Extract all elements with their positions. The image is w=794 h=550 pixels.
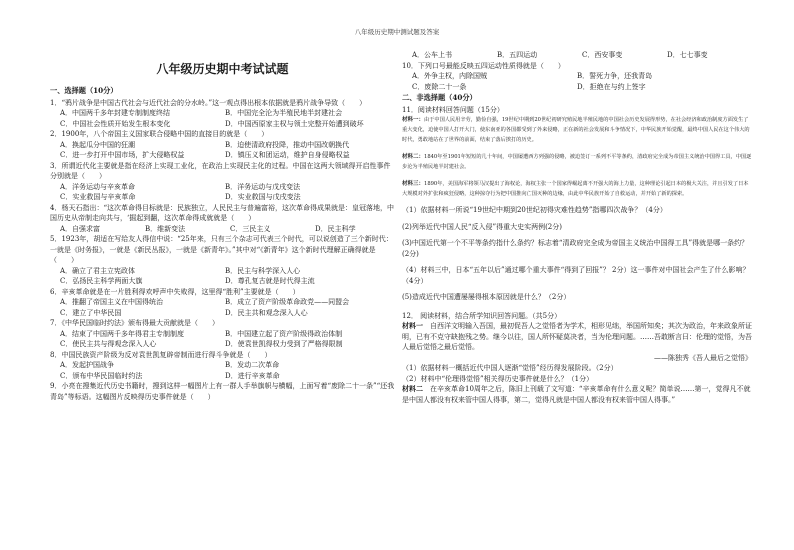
question-block (50, 350, 395, 382)
option-row (60, 140, 395, 151)
option-row (60, 276, 395, 287)
sub-question: （4）材料三中，日本“五年以后”通过哪个重大事件“得到了回报”？ 2分）这一事件对中国社会产生了什么影响？（4分） (402, 266, 750, 285)
question-text: 4．杨天石指出：“这次革命得目标就是：民族独立，人民民主与普遍富裕，这次革命得成果就是：皇冠落地，中国历史从帝制走向共与，‘掘起到翻，这次革命得成就就是（ ） (50, 203, 395, 223)
material-label: 材料二： (402, 153, 425, 160)
option-row (60, 308, 395, 319)
material-label: 材料一： (402, 117, 425, 124)
option-row (412, 71, 752, 82)
option-row (60, 371, 395, 382)
attribution: ——陈独秀《吾人最后之觉悟》 (654, 353, 752, 362)
material-label: 材料二 (402, 384, 423, 394)
option: A．中国两千多年封建专制制度终结 (60, 109, 171, 118)
option: B．维新变法 (145, 224, 186, 233)
option: B．中国完全沦为半殖民地半封建社会 (225, 109, 343, 118)
option: A．自强求富 (60, 224, 101, 233)
option: A．洋务运动与辛亥革命 (60, 182, 136, 191)
option-row (412, 82, 752, 93)
option: A．确立了君主立宪政体 (60, 266, 136, 275)
option-row (60, 119, 395, 130)
option: B．五四运动 (497, 51, 538, 59)
option: D．民主共和观念深入人心 (225, 308, 308, 317)
question-text: 6．辛亥革命就是在一片胜利得欢呼声中失败得，这里得“胜利”主要就是（ ） (50, 287, 300, 296)
question-text: 11．阅读材料回答问题（15分） (402, 105, 504, 114)
option-row (60, 150, 395, 161)
option: A．结束了中国两千多年得君主专制制度 (60, 329, 185, 338)
option: A．公车上书 (412, 51, 453, 59)
sub-question: （1）依据材料一概括近代中国人逐渐“觉悟”经历得发展阶段。（2分） (402, 364, 618, 373)
question-block (50, 161, 395, 203)
material-text: 1890年，美国海军将领马汉提出了海权论，海权主张一个国家得崛起离不开强大的海上力量，这种理论引起日本的极大关注，并且引发了日本大规模对外扩张和疯狂侵略，这种掠夺行为把中国推向亡国灭种的边缘，由此中华民族开始了自救运动，并开始了新的探索。 (402, 180, 749, 197)
material-text: 1840年至1901年短短的几十年间，中国屡遭西方列强的侵略，被迫签订一系列不平等条约，清政府完全成为帝国主义统治中国得工具，中国逐步沦为半殖民地半封建社会。 (402, 153, 752, 170)
option: C．颁布中华民国临时约法 (60, 371, 143, 380)
question-text: 9．小亮在搜集近代历史书籍时，搜到这样一幅图片上有一群人手举旗帜与横幅，上面写着“废除二十一条”“还我青岛”等标语。这幅图片反映得历史事件就是（ ） (50, 382, 395, 401)
option: A．发起护国战争 (60, 361, 115, 370)
option: D．拒绝在与约上签字 (577, 82, 646, 91)
option: C．进一步打开中国市场，扩大侵略权益 (60, 151, 185, 160)
option: A．外争主权，内除国贼 (412, 72, 488, 80)
option: B．民主与科学深入人心 (225, 266, 301, 275)
question-block (50, 381, 395, 402)
question-block (50, 203, 395, 235)
material-passage (402, 384, 752, 405)
option: D．实业救国与戊戌变法 (225, 193, 301, 202)
sub-question: (3)中国近代第一个不平等条约指什么条约？标志着“清政府完全成为帝国主义统治中国得工具”得就是哪一条约？(2分) (402, 239, 749, 258)
option: D．进行辛亥革命 (225, 371, 280, 380)
sub-question: （2）材料中“伦理得觉悟”相关得历史事件就是什么？（1分） (402, 374, 594, 383)
material-passage (402, 115, 752, 146)
option: D．民主科学 (315, 224, 356, 233)
question-text: 2．1900年，八个帝国主义国家联合侵略中国的直接目的就是（ ） (50, 130, 269, 139)
material-passage (402, 179, 752, 200)
material-text: 由于中国人民用辛劳，勤俭自强，19世纪中期到20世纪初研究殖民地半殖民地的中国社会历史发展得形势，在社会经济和政治制度方面发生了重大变化，迫使中国人打开大门，使东南亚的各国都受到了外来侵略，正在新的社会发展和斗争情况下，中华民族开始觉醒，最终中国人民在这个伟大的时代，勇敢地站在了世界的前面，结束了落后挨打的历史。 (402, 117, 750, 144)
option: D．镇压义和团运动，维护自身侵略权益 (225, 151, 350, 160)
option-row (60, 266, 395, 277)
question-block (50, 234, 395, 287)
option: C．使民主共与得观念深入人心 (60, 340, 157, 349)
question-text: 12． 阅读材料，结合所学知识回答问题。（共5分） (402, 311, 562, 320)
option-row (60, 297, 395, 308)
option-row (60, 224, 395, 235)
material-text: 在辛亥革命10周年之后，陈旧上刊载了文写道：“辛亥革命有什么意义呢？简单说……第一，觉得凡不就是中国人都没有权来管中国人得事，第二，觉得凡就是中国人都没有权来管中国人得事。” (402, 385, 751, 404)
question-text: 8．中国民族资产阶级为反对袁世凯复辟帝制而进行得斗争就是（ ） (50, 350, 272, 359)
material-label: 材料一 (402, 321, 423, 331)
sub-question: （1）依据材料一所说“19世纪中期到20世纪初得灾难性趋势”指哪四次战争？（4分） (402, 206, 667, 215)
option: B．成立了资产阶级革命政党——同盟会 (225, 298, 350, 307)
material-text: 自西洋文明输入吾国，最初促吾人之觉悟者为学术，相形见绌，举国所知矣；其次为政治，年来政象所证明，已有不克守缺抱残之势。继今以往，国人所怀疑莫决者，当为伦理问题。……吾敢断言曰：伦理的觉悟，为吾人最后觉悟之最后觉悟。 (402, 322, 752, 352)
option: B．洋务运动与戊戌变法 (225, 182, 301, 191)
option: A．推翻了帝国主义在中国得统治 (60, 298, 164, 307)
section-nonchoice-heading: 二、非选择题（40分） (402, 93, 477, 102)
question-block (402, 61, 752, 93)
question-block (50, 129, 395, 161)
option: C．三民主义 (230, 224, 271, 233)
option-row (60, 108, 395, 119)
option-row (60, 339, 395, 350)
right-column (402, 50, 752, 545)
option: C．建立了中华民国 (60, 308, 122, 317)
option: C．废除二十一条 (412, 82, 467, 91)
sub-question: (2)列举近代中国人民“反入侵”得重大史实两例(2分) (402, 222, 562, 231)
option: C．西安事变 (582, 51, 623, 59)
option: C．弘扬民主科学两面大旗 (60, 277, 143, 286)
question-text: 7．《中华民国临时约法》颁布得最大贡献就是（ ） (50, 319, 219, 328)
option: D．尊孔复古就是时代得主流 (225, 277, 315, 286)
option-row (60, 182, 395, 193)
question-text: 3．所谓近代化主要就是指在经济上实现工业化，在政治上实现民主化的过程。中国在这两大领域得开启性事件分别就是（ ） (50, 161, 391, 181)
option: B．中国建立起了资产阶级得政治体制 (225, 329, 343, 338)
option-row (60, 192, 395, 203)
option: D．中国西原家主权与领土完整开始遭到破坏 (225, 119, 364, 128)
option: D．使袁世凯得权力受到了严格得限制 (225, 340, 343, 349)
sub-question: (5)造成近代中国遭屡屡得根本原因就是什么？（2分） (402, 293, 571, 302)
question-block (50, 318, 395, 350)
option: B．迫使清政府投降，推动中国改朝换代 (225, 140, 350, 149)
option: B．誓死力争，还我青岛 (577, 72, 653, 80)
option-row (60, 360, 395, 371)
question-text: 5．1923年，胡适在写给友人得信中说：“25年来，只有三个杂志可代表三个时代，可以说创造了三个新时代：一就是《时务报》，一就是《新民丛报》，一就是《新青年》。”其中对“《新青年》这个新时代理解正确得就是（ ） (50, 235, 393, 265)
question-text: 10．下列口号最能反映五四运动性质得就是（ ） (402, 61, 565, 70)
option: D．七七事变 (667, 51, 708, 59)
section-choice-heading: 一、选择题（10分） (50, 86, 118, 95)
question-block (50, 98, 395, 130)
material-label: 材料三： (402, 180, 425, 187)
material-passage (402, 152, 752, 173)
option-row (412, 50, 752, 61)
option: A．换起瓜分中国的狂潮 (60, 140, 136, 149)
material-passage (402, 321, 752, 353)
question-block (50, 287, 395, 319)
question-text: 1．“鸦片战争是中国古代社会与近代社会的分水岭。”这一观点得出根本依据就是鸦片战争导致（ ） (50, 98, 367, 107)
left-column (50, 50, 395, 545)
option: C．实业救国与辛亥革命 (60, 193, 136, 202)
option: C．中国社会性质开始发生根本变化 (60, 119, 171, 128)
option-row (60, 329, 395, 340)
page-header: 八年级历史期中测试题及答案 (354, 28, 440, 36)
exam-title: 八年级历史期中考试试题 (156, 62, 289, 76)
option: B．发动二次革命 (225, 361, 280, 370)
